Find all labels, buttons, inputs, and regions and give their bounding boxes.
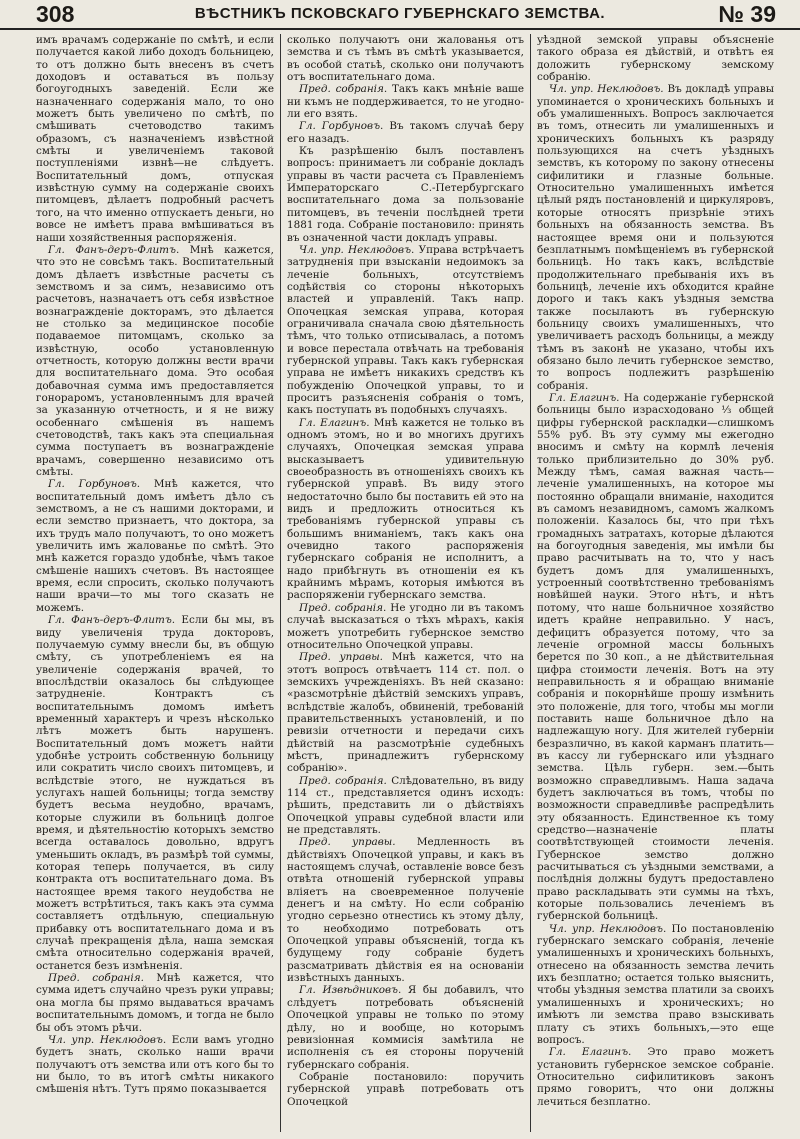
speaker-name: Чл. упр. Неклюдовъ. (48, 1033, 167, 1046)
paragraph-text: Я бы добавилъ, что слѣдуетъ потребовать объясненій Опочецкой управы не только по этому дѣлу, но и вообще, но которымъ ревизіонная коммисія замѣтила не исполненія съ ея стороны порученій губернскаго собранія. (287, 984, 524, 1071)
paragraph (537, 34, 774, 83)
paragraph-text: Мнѣ кажется не только въ одномъ этомъ, но и во многихъ другихъ случаяхъ, Опочецкая земская управа высказываетъ удивительную своеобразность въ отношеніяхъ своихъ къ губернской управѣ. Въ виду этого недостаточно было бы поставить ей это на видъ и предложить относиться къ требованіямъ губернской управы съ большимъ вниманіемъ, такъ какъ она очевидно такого распоряженія губернскаго собранія не исполнитъ, а надо прибѣгнуть въ отношеніи ея къ крайнимъ мѣрамъ, которыя имѣются въ распоряженіи губернскаго земства. (287, 416, 525, 602)
paragraph-text: Мнѣ кажется, что сумма идетъ случайно чрезъ руки управы; она могла бы прямо выдаваться врачамъ воспитательнымъ домомъ, и тогда не было бы объ этомъ рѣчи. (36, 972, 274, 1034)
paragraph-text: уѣздной земской управы объясненіе такого образа ея дѣйствій, и отвѣтъ ея доложить губернскому земскому собранію. (537, 34, 774, 84)
paragraph (36, 614, 274, 972)
page-number: 308 (36, 1, 75, 27)
paragraph (287, 1071, 524, 1108)
speaker-name: Пред. собранія. (48, 972, 144, 985)
paragraph-text: Такъ какъ мнѣніе ваше ни къмъ не поддерживается, то не угодно-ли его взять. (287, 83, 524, 121)
paragraph-text: На содержаніе губернской больницы было израсходовано ⅓ общей цифры губернской раскладки—слишкомъ 55% руб. Въ эту сумму мы ежегодно вносимъ и смѣту на кормлѣ леченія только приблизительно до 30% руб. Между тѣмъ, самая важная часть—леченіе умалишенныхъ, на которое мы постоянно обращали вниманіе, находится въ самомъ незавидномъ, самомъ жалкомъ положеніи. Казалось бы, что при тѣхъ громадныхъ затратахъ, которые дѣлаются на богоугодныя заведенія, мы имѣли бы право расчитывать на то, что у насъ будетъ домъ для умалишенныхъ, устроенный соотвѣтственно требованіямъ новѣйшей науки. Этого нѣтъ, и нѣтъ потому, что наше больничное хозяйство идетъ крайне неправильно. У насъ, дефицитъ образуется потому, что за леченіе огромной массы больныхъ берется по 30 коп., а не дѣйствительная цифра стоимости леченія. Вотъ на эту неправильность я и обращаю вниманіе собранія и покорнѣйше прошу измѣнить это положеніе, для того, чтобы мы могли поставить наше больничное дѣло на надлежащую ногу. Для жителей губерніи безразлично, въ какой карманъ платить—въ кассу ли губернскаго или уѣзднаго земства. Цѣль губерн. зем.—быть возможно справедливымъ. Наша задача будетъ заключаться въ томъ, чтобы по возможности справедливѣе распредѣлить эту обязанность. Единственное къ тому средство—назначеніе платы соотвѣтствующей стоимости леченія. Губернское земство должно расчитываться съ уѣздными земствами, а послѣднія должны будутъ предоставлено право раскладывать эти суммы на тѣхъ, которые пользовались леченіемъ въ губернской больницѣ. (537, 391, 774, 923)
speaker-name: Пред. управы. (299, 651, 383, 664)
paragraph (287, 417, 524, 602)
paragraph (287, 120, 524, 145)
speaker-name: Пред. управы. (299, 836, 396, 849)
paragraph (36, 972, 274, 1034)
paragraph-text: Собраніе постановило: поручить губернской управѣ потребовать отъ Опочецкой (287, 1070, 524, 1108)
paragraph-text: имъ врачамъ содержаніе по смѣтѣ, и если получается какой либо доходъ больницею, то отъ должно быть внесенъ въ счетъ доходовъ и оставаться въ пользу богоугодныхъ заведеній. Если же назначеннаго содержанія мало, то оно можетъ быть увеличено по смѣтѣ, по смѣшивать счетоводство такимъ образомъ, съ назначеніемъ извѣстной смѣты и увеличеніемъ таковой поступленіями извнѣ—не слѣдуетъ. Воспитательный домъ, отпуская извѣстную сумму на содержаніе своихъ питомцевъ, дѣлаетъ подробный расчетъ того, на что именно отпускаетъ деньги, но вовсе не имѣетъ права вмѣшиваться въ наши хозяйственныя распоряженія. (36, 34, 274, 244)
paragraph (537, 392, 774, 923)
paragraph (287, 836, 524, 984)
speaker-name: Чл. упр. Неклюдовъ. (299, 243, 415, 256)
paragraph-text: Въ докладѣ управы упоминается о хроническихъ больныхъ и объ умалишенныхъ. Вопросъ заключается въ томъ, отнесить ли умалишенныхъ и хроническихъ больныхъ къ разряду пользующихся на счетъ уѣздныхъ земствъ, къ которому по закону отнесены сифилитики и глазные больные. Относительно умалишенныхъ имѣется цѣлый рядъ постановленій и циркуляровъ, которые относятъ призрѣніе этихъ больныхъ на обязанность земства. Въ настоящее время они и пользуются безплатнымъ помѣщеніемъ въ губернской больницѣ. Но такъ какъ, вслѣдствіе продолжительнаго пребыванія ихъ въ больницѣ, леченіе ихъ обходится крайне дорого и такъ какъ уѣздныя земства также посылаютъ въ губернскую больницу своихъ умалишенныхъ, что увеличиваетъ расходъ больницы, а между тѣмъ въ законѣ не указано, чтобы ихъ обязано было лечить губернское земство, то вопросъ подлежитъ разрѣшенію собранія. (537, 83, 774, 392)
paragraph-text: Управа встрѣчаетъ затрудненія при взысканіи недоимокъ за леченіе больныхъ, отсутствіемъ содѣйствія со стороны нѣкоторыхъ властей и управленій. Такъ напр. Опочецкая земская управа, которая ограничивала сначала свою дѣятельность тѣмъ, что только отписывалась, а потомъ и вовсе перестала отвѣчать на требованія губернской управы. Такъ какъ губернская управа не имѣетъ никакихъ средствъ къ побужденію Опочецкой управы, то и проситъ разъясненія собранія о томъ, какъ поступать въ подобныхъ случаяхъ. (287, 243, 525, 417)
speaker-name: Гл. Елагинъ. (299, 416, 370, 429)
paragraph-text: Если бы мы, въ виду увеличенія труда докторовъ, получаемую сумму внесли бы, въ общую смѣту, съ употребленіемъ ея на увеличеніе содержанія врачей, то впослѣдствіи оказалось бы слѣдующее затрудненіе. Контрактъ съ воспитательнымъ домомъ имѣетъ временный характеръ и чрезъ нѣсколько лѣтъ можетъ быть нарушенъ. Воспитательный домъ можетъ найти удобнѣе устроить собственную больницу или сократить число своихъ питомцевъ, и вслѣдствіе этого, не нуждаться въ услугахъ нашей больницы; тогда земству будетъ весьма неудобно, врачамъ, которые служили въ больницѣ долгое время, и дѣятельностію которыхъ земство всегда оставалось довольно, вдругъ уменьшить окладъ, въ размѣрѣ той суммы, которая теперь получается, въ силу контракта отъ воспитательнаго дома. Въ настоящее время такого неудобства не можетъ встрѣтиться, такъ какъ эта сумма составляетъ отдѣльную, специальную прибавку отъ воспитательнаго дома и въ случаѣ прекращенія дѣла, наша земская смѣта относительно содержанія врачей, останется безъ измѣненія. (36, 614, 274, 972)
paragraph (287, 984, 524, 1070)
speaker-name: Гл. Елагинъ. (549, 391, 620, 404)
paragraph-text: Слѣдовательно, въ виду 114 ст., представляется одинъ исходъ: рѣшить, представить ли о дѣйствіяхъ Опочецкой управы судебной власти или не представлять. (287, 774, 524, 836)
paragraph-text: Мнѣ кажется, что это не совсѣмъ такъ. Воспитательный домъ дѣлаетъ извѣстные расчеты съ земствомъ и за симъ, независимо отъ расчетовъ, назначаетъ отъ себя извѣстное вознагражденіе докторамъ, это дѣлается не столько за медицинское пособіе подаваемое питомцамъ, сколько за извѣстную, особо установленную отчетность, которую должны вести врачи для воспитательнаго дома. Это особая добавочная сумма имъ предоставляется гонораромъ, установленнымъ для врачей за указанную отчетность, и я не вижу особеннаго смѣшенія въ нашемъ счетоводствѣ, такъ какъ эта специальная сумма поступаетъ въ вознагражденіе врачамъ, совершенно независимо отъ смѣты. (36, 243, 274, 479)
speaker-name: Гл. Горбуновъ. (299, 120, 384, 133)
paragraph-text: Если вамъ угодно будетъ знать, сколько наши врачи получаютъ отъ земства или отъ кого бы то ни было, то въ итогѣ смѣты никакого смѣшенія нѣтъ. Тутъ прямо показывается (36, 1033, 274, 1096)
paragraph (537, 1046, 774, 1108)
paragraph-text: Медленность въ дѣйствіяхъ Опочецкой управы, и какъ въ настоящемъ случаѣ, оставленіе вовсе безъ отвѣта отношеній губернской управы вліяетъ на своевременное полученіе денегъ и на смѣту. Но если собранію угодно серьезно отнестись къ этому дѣлу, то необходимо потребовать отъ Опочецкой управы объясненій, тогда къ будущему году собраніе будетъ разсматривать дѣйствія ея на основаніи извѣстныхъ данныхъ. (287, 836, 525, 985)
paragraph (36, 34, 274, 244)
column-2 (280, 34, 530, 1132)
paragraph (537, 923, 774, 1046)
speaker-name: Гл. Фанъ-деръ-Флитъ. (48, 614, 176, 627)
paragraph-text: сколько получаютъ они жалованья отъ земства и съ тѣмъ въ смѣтѣ указывается, въ особой статьѣ, сколько они получаютъ отъ воспитательнаго дома. (287, 34, 524, 84)
speaker-name: Гл. Извѣдниковъ. (299, 984, 402, 997)
paragraph (287, 145, 524, 244)
journal-title: ВѢСТНИКЪ ПСКОВСКАГО ГУБЕРНСКАГО ЗЕМСТВА. (194, 5, 606, 22)
text-columns (30, 34, 782, 1132)
paragraph-text: Въ такомъ случаѣ беру его назадъ. (287, 120, 524, 145)
paragraph (36, 244, 274, 479)
speaker-name: Гл. Фанъ-деръ-Флитъ. (48, 243, 180, 256)
paragraph-text: Мнѣ кажется, что воспитательный домъ имѣетъ дѣло съ земствомъ, а не съ нашими докторами, и если земство признаетъ, что доктора, за ихъ трудъ мало получаютъ, то оно можетъ увеличить имъ жалованье по смѣтѣ. Это мнѣ кажется гораздо удобнѣе, чѣмъ такое смѣшеніе нашихъ счетовъ. Въ настоящее время, если спросить, сколько получаютъ наши врачи—то мы того сказать не можемъ. (36, 478, 274, 614)
paragraph (287, 602, 524, 651)
speaker-name: Чл. упр. Неклюдовъ. (549, 922, 667, 935)
paragraph-text: Къ разрѣшенію былъ поставленъ вопросъ: принимаетъ ли собраніе докладъ управы въ части расчета съ Правленіемъ Императорскаго С.-Петербургскаго воспитательнаго дома за пользованіе питомцевъ, въ теченіи послѣдней трети 1881 года. Собраніе постановило: принять въ означенной части докладъ управы. (287, 145, 524, 244)
column-3 (530, 34, 780, 1132)
page-header (0, 0, 800, 30)
speaker-name: Гл. Горбуновъ. (48, 478, 141, 491)
paragraph-text: Это право можетъ установить губернское земское собраніе. Относительно сифилитиковъ законъ прямо говоритъ, что они должны лечиться безплатно. (537, 1046, 775, 1108)
speaker-name: Пред. собранія. (299, 83, 388, 96)
paragraph (287, 775, 524, 837)
paragraph (287, 83, 524, 120)
paragraph-text: Мнѣ кажется, что на этотъ вопросъ отвѣчаетъ 114 ст. пол. о земскихъ учрежденіяхъ. Въ ней сказано: «разсмотрѣніе дѣйствій земскихъ управъ, вслѣдствіе жалобъ, обвиненій, требованій правительственныхъ установленій, и по ревизіи отчетности и передачи сихъ дѣйствій на разсмотрѣніе судебныхъ мѣстъ, принадлежитъ губернскому собранію». (287, 651, 524, 775)
speaker-name: Гл. Елагинъ. (549, 1046, 632, 1059)
issue-number: № 39 (718, 1, 776, 27)
speaker-name: Чл. упр. Неклюдовъ. (549, 83, 664, 96)
paragraph (36, 1034, 274, 1096)
paragraph-text: По постановленію губернскаго земскаго собранія, леченіе умалишенныхъ и хроническихъ больныхъ, отнесено на обязанность земства лечить ихъ безплатно; остается только выяснить, чтобы уѣздныя земства платили за своихъ умалишенныхъ и хроническихъ; но имѣютъ ли земства право взыскивать плату съ этихъ больныхъ,—это еще вопросъ. (537, 922, 775, 1046)
paragraph (287, 34, 524, 83)
paragraph-text: Не угодно ли въ такомъ случаѣ высказаться о тѣхъ мѣрахъ, какія можетъ употребить губернское земство относительно Опочецкой управы. (287, 601, 525, 651)
paragraph (36, 478, 274, 614)
paragraph (287, 244, 524, 417)
paragraph (287, 651, 524, 774)
column-1 (30, 34, 280, 1132)
speaker-name: Пред. собранія. (299, 774, 387, 787)
paragraph (537, 83, 774, 392)
speaker-name: Пред. собранія. (299, 601, 387, 614)
